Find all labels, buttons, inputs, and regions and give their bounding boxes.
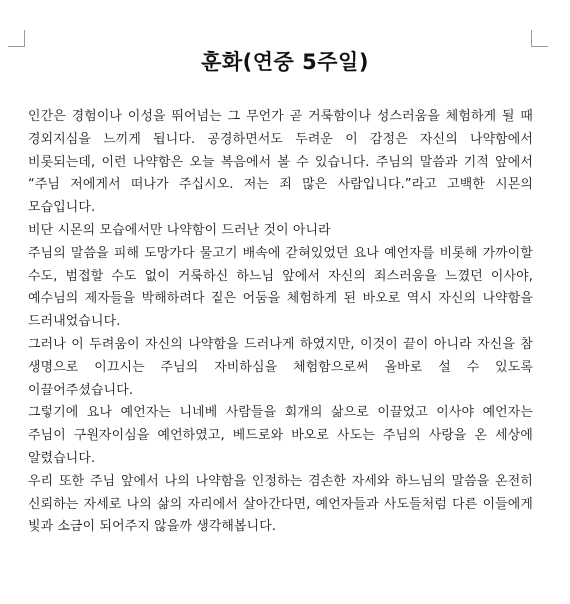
document-title: 훈화(연중 5주일) xyxy=(201,50,369,74)
paragraph-4: 그러나 이 두려움이 자신의 나약함을 드러나게 하였지만, 이것이 끝이 아니라 자신을 참 생명으로 이끄시는 주님의 자비하심을 체험함으로써 올바로 설 수 있도록 이끌어주셨습니다. xyxy=(28,336,533,398)
paragraph-1: 인간은 경험이나 이성을 뛰어넘는 그 무언가 곧 거룩함이나 성스러움을 체험하게 될 때 경외지심을 느끼게 됩니다. 공경하면서도 두려운 이 감정은 자신의 나약함에서 비롯되는데, 이런 나약함은 오늘 복음에서 볼 수 있습니다. 주님의 말씀과 기적 앞에서 “주님 저에게서 떠나가 주십시오. 저는 죄 많은 사람입니다.”라고 고백한 시몬의 모습입니다. xyxy=(28,109,533,216)
crop-mark-top-right xyxy=(531,30,548,47)
crop-mark-top-left xyxy=(8,30,25,47)
paragraph-3: 주님의 말씀을 피해 도망가다 물고기 배속에 갇혀있었던 요나 예언자를 비롯해 가까이할 수도, 범접할 수도 없이 거룩하신 하느님 앞에서 자신의 죄스러움을 느꼈던 이사야, 예수님의 제자들을 박해하려다 짙은 어둠을 체험하게 된 바오로 역시 자신의 나약함을 드러내었습니다. xyxy=(28,245,533,330)
paragraph-6: 우리 또한 주님 앞에서 나의 나약함을 인정하는 겸손한 자세와 하느님의 말씀을 온전히 신뢰하는 자세로 나의 삶의 자리에서 살아간다면, 예언자들과 사도들처럼 다른 이들에게 빛과 소금이 되어주지 않을까 생각해봅니다. xyxy=(28,473,533,535)
paragraph-2: 비단 시몬의 모습에서만 나약함이 드러난 것이 아니라 xyxy=(28,222,331,238)
document-body xyxy=(28,106,533,539)
paragraph-5: 그렇기에 요나 예언자는 니네베 사람들을 회개의 삶으로 이끌었고 이사야 예언자는 주님이 구원자이심을 예언하였고, 베드로와 바오로 사도는 주님의 사랑을 온 세상에 알렸습니다. xyxy=(28,405,533,466)
